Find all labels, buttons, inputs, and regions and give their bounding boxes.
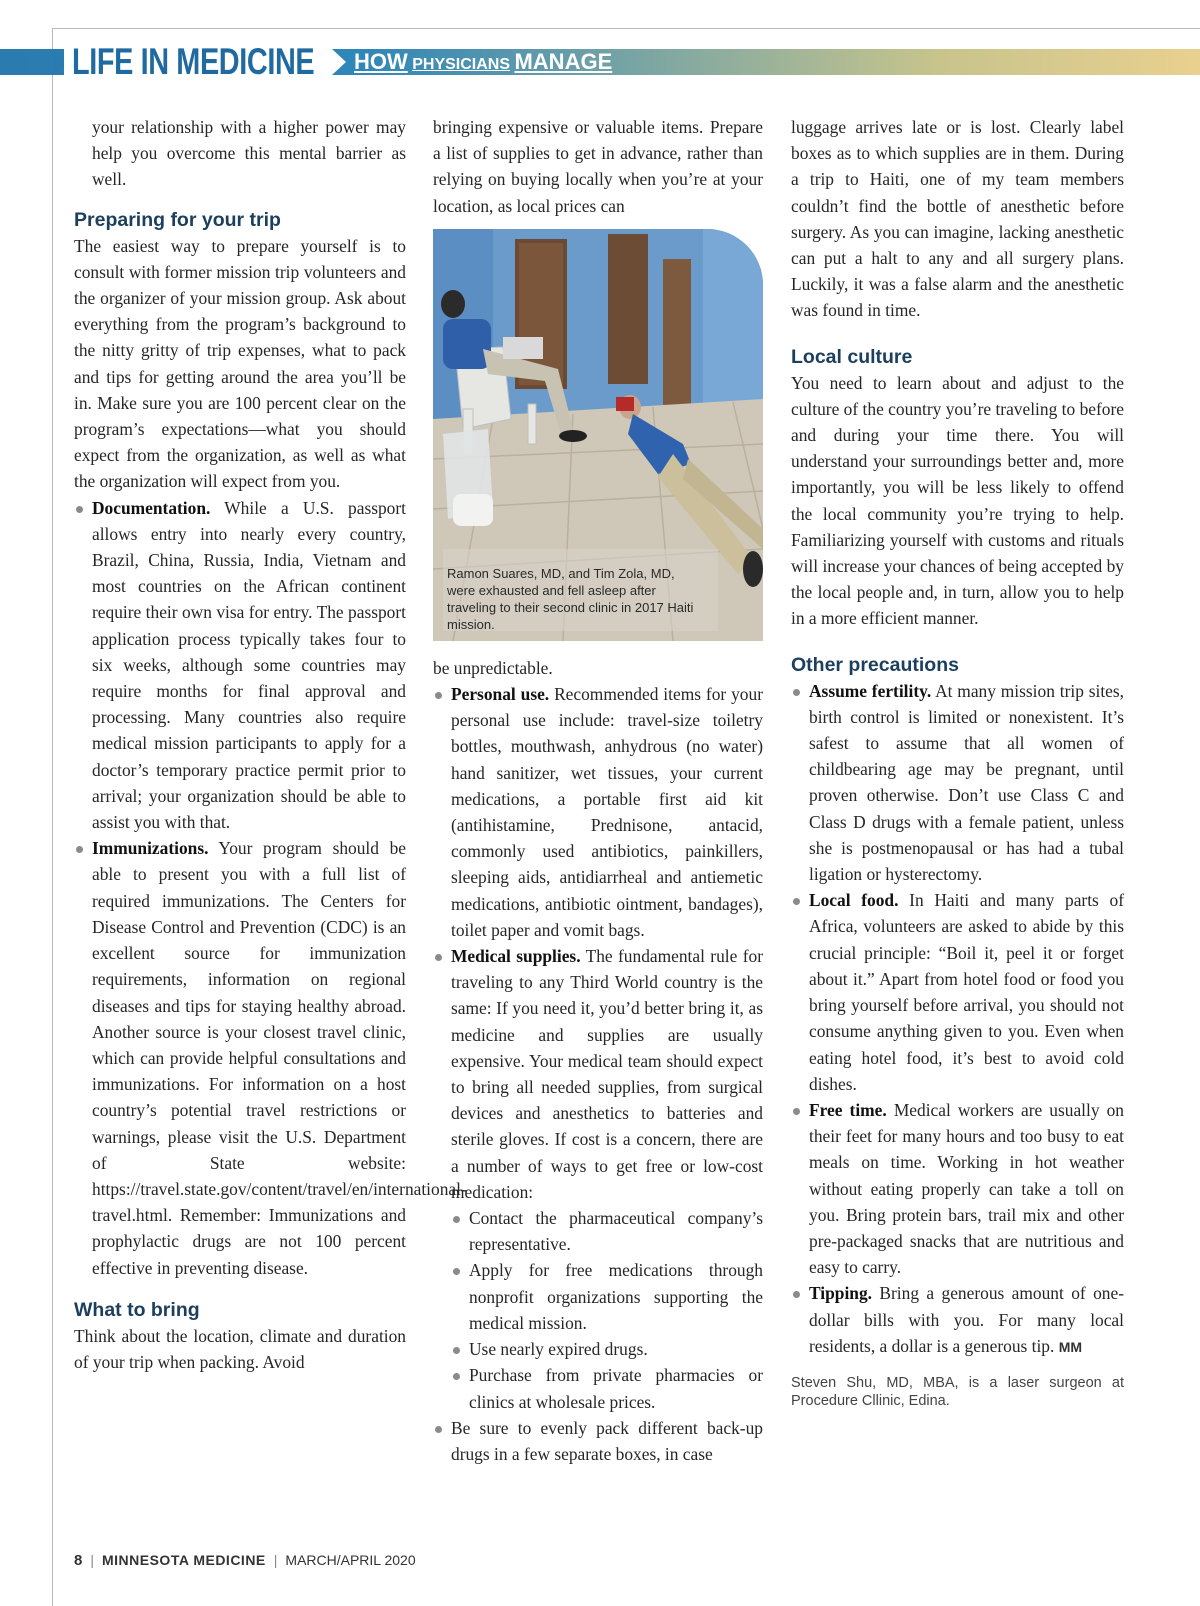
list-item-tipping	[791, 1280, 1124, 1360]
article-column-2	[433, 114, 763, 1467]
section-header	[0, 41, 1200, 82]
subtitle-how: HOW	[354, 49, 408, 74]
article-column-3	[791, 114, 1124, 1410]
end-mark: MM	[1058, 1338, 1083, 1355]
article-column-1	[74, 114, 467, 1375]
issue-date: MARCH/APRIL 2020	[285, 1552, 416, 1568]
sublist-item: Purchase from private pharmacies or clinics at wholesale prices.	[433, 1362, 763, 1414]
text-local-food: In Haiti and many parts of Africa, volunteers are asked to abide by this crucial principle: “Boil it, peel it or forget about it.” Apart from hotel food or food you bring yourself before arrival, you should not consume anything given to you. Even when eating hotel food, it’s best to avoid cold dishes.	[809, 890, 1124, 1094]
section-subtitle	[354, 49, 612, 75]
page-number: 8	[74, 1552, 83, 1569]
page-frame-left	[52, 28, 53, 1606]
mission-photo	[433, 229, 763, 641]
term-tipping: Tipping.	[809, 1283, 873, 1304]
bring-list-continued	[433, 1415, 763, 1467]
text-tipping: Bring a generous amount of one-dollar bills with you. For many local residents, a dollar is a generous tip.	[809, 1283, 1124, 1356]
header-chevron-icon	[332, 49, 346, 75]
unpredictable-line: be unpredictable.	[433, 657, 553, 678]
culture-paragraph: You need to learn about and adjust to the culture of the country you’re traveling to before and during your time there. You will understand your surroundings better and, more importantly, you will be less likely to offend the local community you’re trying to help. Familiarizing yourself with customs and rituals will increase your chances of being accepted by the local people and, in turn, allow you to help in a more efficient manner.	[791, 372, 1124, 629]
text-documentation: While a U.S. passport allows entry into nearly every country, Brazil, China, Russia, India, Vietnam and most countries on the African continent require their own visa for entry. The passport application process typically takes four to six weeks, although some countries may require months for final approval and processing. Many countries also require medical mission participants to apply for a doctor’s temporary practice permit prior to arrival; your organization should be able to assist you with that.	[92, 497, 406, 833]
heading-other-precautions: Other precautions	[791, 653, 959, 676]
term-immunizations: Immunizations.	[92, 838, 209, 859]
luggage-paragraph: luggage arrives late or is lost. Clearly label boxes as to which supplies are in them. During a trip to Haiti, one of my team members couldn’t find the bottle of anesthetic before surgery. As you can imagine, lacking anesthetic can put a halt to any and all surgery plans. Luckily, it was a false alarm and the anesthetic was found in time.	[791, 117, 1124, 321]
sublist-item: Contact the pharmaceutical company’s representative.	[433, 1205, 763, 1257]
footer-divider: |	[273, 1552, 278, 1568]
heading-preparing: Preparing for your trip	[74, 208, 281, 231]
heading-what-to-bring: What to bring	[74, 1298, 200, 1321]
page-footer	[74, 1552, 416, 1569]
term-free-time: Free time.	[809, 1099, 887, 1120]
section-title: LIFE IN MEDICINE	[72, 41, 315, 82]
subtitle-manage: MANAGE	[514, 49, 613, 74]
text-free-time: Medical workers are usually on their feet for many hours and too busy to eat meals on time. Working in hot weather without eating properly can take a toll on you. Bring protein bars, trail mix and other pre-packaged snacks that are nutritious and easy to carry.	[809, 1099, 1124, 1278]
page-frame-top	[52, 28, 1200, 29]
magazine-name: MINNESOTA MEDICINE	[101, 1552, 266, 1568]
precautions-list	[791, 678, 1124, 1360]
intro-paragraph: your relationship with a higher power may help you overcome this mental barrier as well.	[92, 117, 406, 190]
preparing-paragraph: The easiest way to prepare yourself is to consult with former mission trip volunteers and the organizer of your mission group. Ask about everything from the program’s background to the nitty gritty of trip expenses, what to pack and tips for getting around the area you’ll be in. Make sure you are 100 percent clear on the program’s expectations—what you should expect from the organization, as well as what the organization will expect from you.	[74, 235, 406, 492]
bring-paragraph: Think about the location, climate and duration of your trip when packing. Avoid	[74, 1325, 406, 1372]
sublist-item: Use nearly expired drugs.	[433, 1336, 763, 1362]
list-item-medical-supplies	[433, 943, 763, 1205]
list-item-documentation	[74, 495, 406, 836]
list-item-immunizations	[74, 835, 467, 1280]
bring-continued-paragraph: bringing expensive or valuable items. Prepare a list of supplies to get in advance, rather than relying on buying locally when you’re at your location, as local prices can	[433, 117, 763, 216]
term-local-food: Local food.	[809, 890, 899, 911]
sublist-item: Apply for free medications through nonprofit organizations supporting the medical mission.	[433, 1257, 763, 1336]
author-bio: Steven Shu, MD, MBA, is a laser surgeon at Procedure Cllinic, Edina.	[791, 1374, 1124, 1409]
bring-list	[433, 681, 763, 1205]
list-item-pack: Be sure to evenly pack different back-up drugs in a few separate boxes, in case	[433, 1415, 763, 1467]
footer-divider: |	[90, 1552, 94, 1568]
term-fertility: Assume fertility.	[809, 680, 932, 701]
text-personal-use: Recommended items for your personal use include: travel-size toiletry bottles, mouthwash, anhydrous (no water) hand sanitizer, wet tissues, your current medications, a portable first aid kit (antihistamine, Prednisone, antacid, commonly used antibiotics, painkillers, sleeping aids, antidiarrheal and antiemetic medications, antibiotic ointment, bandages), toilet paper and vomit bags.	[451, 684, 763, 940]
text-fertility: At many mission trip sites, birth control is limited or nonexistent. It’s safest to assume that all women of childbearing age may be pregnant, until proven otherwise. Don’t use Class C and Class D drugs with a female patient, unless she is postmenopausal or has had a tubal ligation or hysterectomy.	[809, 680, 1124, 885]
list-item-personal-use	[433, 681, 763, 943]
list-item-free-time	[791, 1097, 1124, 1280]
medication-sublist	[433, 1205, 763, 1415]
text-medical-supplies: The fundamental rule for traveling to any Third World country is the same: If you need it, you’d better bring it, as medicine and supplies are usually expensive. Your medical team should expect to bring all needed supplies, from surgical devices and anesthetics to batteries and sterile gloves. If cost is a concern, there are a number of ways to get free or low-cost medication:	[451, 946, 763, 1202]
photo-caption: Ramon Suares, MD, and Tim Zola, MD, were exhausted and fell asleep after traveling to their second clinic in 2017 Haiti mission.	[447, 565, 694, 632]
list-item-local-food	[791, 887, 1124, 1097]
heading-local-culture: Local culture	[791, 345, 913, 368]
subtitle-physicians: PHYSICIANS	[412, 56, 511, 73]
preparing-list	[74, 495, 467, 1281]
term-documentation: Documentation.	[92, 497, 211, 518]
list-item-fertility	[791, 678, 1124, 888]
term-personal-use: Personal use.	[451, 684, 550, 705]
term-medical-supplies: Medical supplies.	[451, 946, 581, 967]
text-immunizations: Your program should be able to present you with a full list of required immunizations. The Centers for Disease Control and Prevention (CDC) is an excellent source for immunization requirements, information on regional diseases and tips for staying healthy abroad. Another source is your closest travel clinic, which can provide helpful consultations and immunizations. For information on a host country’s potential travel restrictions or warnings, please visit the U.S. Department of State website: https://travel.state.gov/content/travel/en/international-travel.html. Remember: Immunizations and prophylactic drugs are not 100 percent effective in preventing disease.	[92, 838, 467, 1278]
